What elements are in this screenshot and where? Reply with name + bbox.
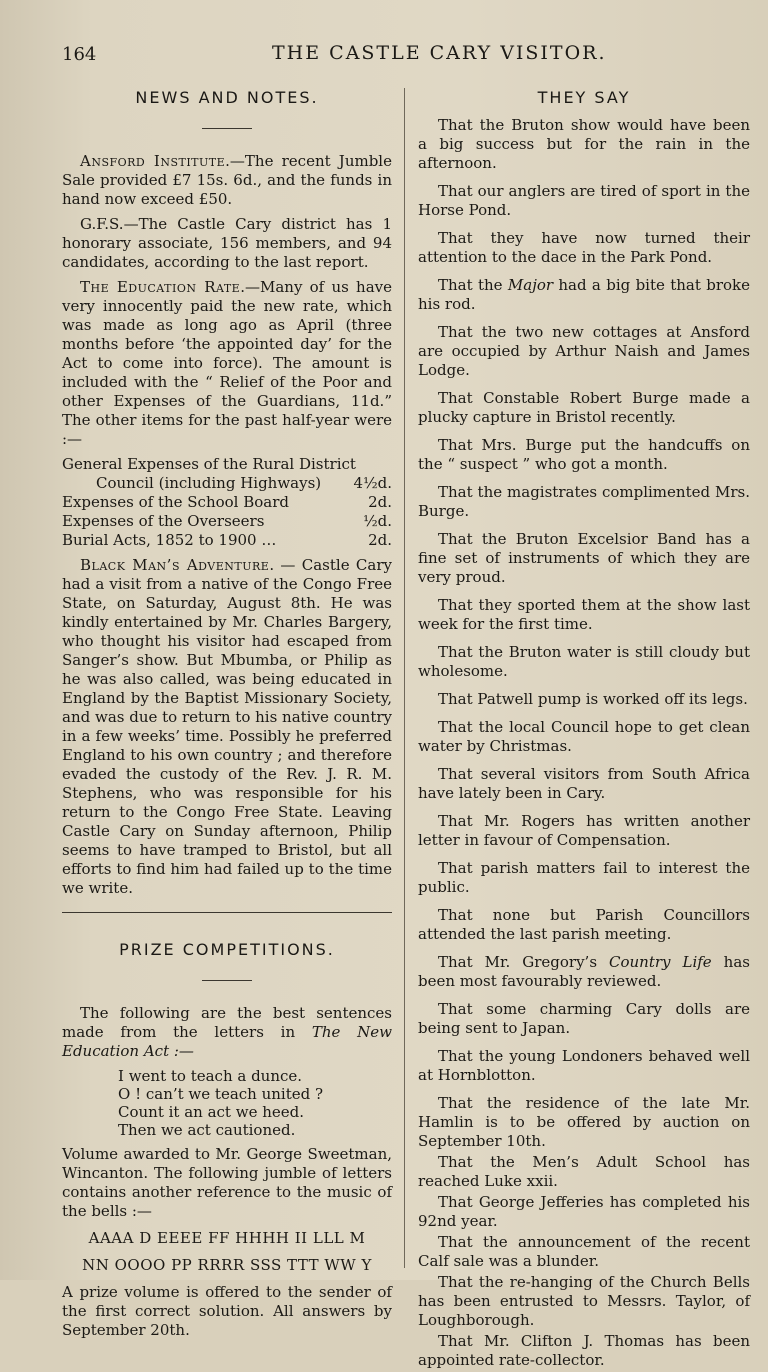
black-man-paragraph: [62, 556, 392, 898]
winning-verse: [62, 1067, 392, 1139]
section-rule: [62, 912, 392, 913]
they-say-item: That our anglers are tired of sport in the Horse Pond.: [418, 182, 750, 219]
award-paragraph: Volume awarded to Mr. George Sweetman, Wincanton. The following jumble of letters contains another reference to the music of the bells :—: [62, 1145, 392, 1220]
page-number: 164: [62, 44, 97, 65]
news-heading: NEWS AND NOTES.: [135, 88, 319, 107]
they-say-item: That several visitors from South Africa have lately been in Cary.: [418, 765, 750, 802]
they-say-item: That Constable Robert Burge made a plucky capture in Bristol recently.: [418, 389, 750, 426]
running-head: [62, 40, 728, 66]
expense-label: General Expenses of the Rural District: [62, 455, 356, 473]
verse-line: Count it an act we heed.: [118, 1103, 304, 1121]
heading-rule: [202, 128, 252, 129]
journal-title: THE CASTLE CARY VISITOR.: [272, 42, 607, 64]
they-say-item: That the Bruton show would have been a big success but for the rain in the afternoon.: [418, 116, 750, 172]
they-say-item: That Mrs. Burge put the handcuffs on the “ suspect ” who got a month.: [418, 436, 750, 473]
right-column: [418, 88, 750, 1372]
verse-line: O ! can’t we teach united ?: [118, 1085, 324, 1103]
expense-row: [62, 455, 392, 474]
education-text: .—Many of us have very innocently paid the new rate, which was made as long ago as April (three months before ‘the appointed day’ for the Act to come into force). The amount is included with the “ Relief of the Poor and other Expenses of the Guardians, 11d.” The other items for the past half-year were :—: [62, 278, 393, 448]
expenses-list: [62, 455, 392, 550]
offer-paragraph: A prize volume is offered to the sender of the first correct solution. All answers by September 20th.: [62, 1283, 392, 1339]
prize-intro-end: :—: [169, 1042, 194, 1060]
they-say-heading: THEY SAY: [537, 88, 631, 107]
jumble-line: NN OOOO PP RRRR SSS TTT WW Y: [82, 1256, 372, 1274]
they-say-item: That parish matters fail to interest the public.: [418, 859, 750, 896]
they-say-item: That the Bruton Excelsior Band has a fine set of instruments of which they are very proud.: [418, 530, 750, 586]
black-man-text: . — Castle Cary had a visit from a native of the Congo Free State, on Saturday, August 8th. He was kindly entertained by Mr. Charles Bargery, who thought his visitor had escaped from Sanger’s show. But Mbumba, or Philip as he was also called, was being educated in England by the Baptist Missionary Society, and was due to return to his native country in a few weeks’ time. Possibly he preferred England to his own country ; and therefore evaded the custody of the Rev. J. R. M. Stephens, who was responsible for his return to the Congo Free State. Leaving Castle Cary on Sunday afternoon, Philip seems to have tramped to Bristol, but all efforts to find him had failed up to the time we write.: [62, 556, 393, 897]
expense-amount: 4½d.: [353, 474, 392, 492]
prize-intro-title: The New Education Act: [62, 1023, 392, 1060]
expense-row: [62, 474, 392, 493]
they-say-item: That the local Council hope to get clean water by Christmas.: [418, 718, 750, 755]
black-man-label: Black Man’s Adventure: [80, 556, 270, 574]
they-say-item: That Mr. Gregory’s Country Life has been most favourably reviewed.: [418, 953, 750, 990]
expense-amount: 2d.: [368, 531, 392, 549]
they-say-item: That the young Londoners behaved well at Hornblotton.: [418, 1047, 750, 1084]
gfs-paragraph: G.F.S.—The Castle Cary district has 1 honorary associate, 156 members, and 94 candidates, according to the last report.: [62, 215, 392, 271]
expense-amount: ½d.: [363, 512, 392, 530]
they-say-item: That the two new cottages at Ansford are occupied by Arthur Naish and James Lodge.: [418, 323, 750, 379]
they-say-item: That none but Parish Councillors attended the last parish meeting.: [418, 906, 750, 943]
ansford-text: .—The recent Jumble Sale provided £7 15s. 6d., and the funds in hand now exceed £50.: [62, 152, 392, 208]
expense-label: Council (including Highways): [96, 474, 322, 492]
left-column: [62, 88, 392, 1340]
they-say-item: That they sported them at the show last week for the first time.: [418, 596, 750, 633]
they-say-item: That the Bruton water is still cloudy but wholesome.: [418, 643, 750, 680]
expense-amount: 2d.: [368, 493, 392, 511]
verse-line: I went to teach a dunce.: [118, 1067, 303, 1085]
they-say-item: That the residence of the late Mr. Hamlin is to be offered by auction on September 10th.: [418, 1094, 750, 1150]
they-say-item: That they have now turned their attention to the dace in the Park Pond.: [418, 229, 750, 266]
they-say-item: That Patwell pump is worked off its legs.: [438, 690, 748, 708]
they-say-item: That Mr. Clifton J. Thomas has been appointed rate-collector.: [418, 1332, 750, 1369]
ansford-paragraph: [62, 152, 392, 209]
column-divider: [404, 88, 405, 1268]
they-say-item: That some charming Cary dolls are being sent to Japan.: [418, 1000, 750, 1037]
prize-intro: [62, 1004, 392, 1061]
expense-label: Expenses of the School Board: [62, 493, 290, 511]
expense-label: Burial Acts, 1852 to 1900 …: [62, 531, 277, 549]
they-say-item: That the Major had a big bite that broke his rod.: [418, 276, 750, 313]
education-paragraph: [62, 278, 392, 449]
heading-rule: [202, 980, 252, 981]
they-say-item: That the Men’s Adult School has reached Luke xxii.: [418, 1153, 750, 1190]
prize-heading: PRIZE COMPETITIONS.: [119, 940, 335, 959]
expense-label: Expenses of the Overseers: [62, 512, 265, 530]
expense-row: [62, 531, 392, 550]
verse-line: Then we act cautioned.: [118, 1121, 296, 1139]
they-say-item: That George Jefferies has completed his 92nd year.: [418, 1193, 750, 1230]
expense-row: [62, 512, 392, 531]
prize-intro-text: The following are the best sentences made from the letters in: [62, 1004, 392, 1041]
they-say-item: That the re-hanging of the Church Bells has been entrusted to Messrs. Taylor, of Loughborough.: [418, 1273, 750, 1329]
they-say-item: That the magistrates complimented Mrs. Burge.: [418, 483, 750, 520]
letter-jumble: [62, 1229, 392, 1275]
they-say-item: That Mr. Rogers has written another letter in favour of Compensation.: [418, 812, 750, 849]
they-say-item: That the announcement of the recent Calf sale was a blunder.: [418, 1233, 750, 1270]
ansford-label: Ansford Institute: [80, 152, 226, 170]
jumble-line: AAAA D EEEE FF HHHH II LLL M: [88, 1229, 366, 1247]
education-label: The Education Rate: [80, 278, 241, 296]
expense-row: [62, 493, 392, 512]
